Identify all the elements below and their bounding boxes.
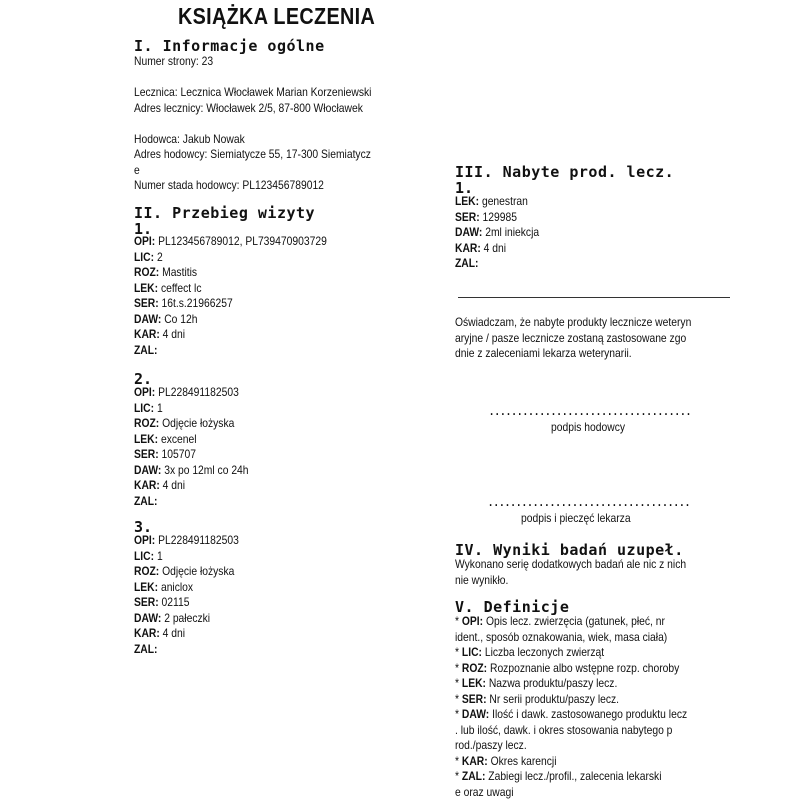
lek-value: genestran xyxy=(481,194,528,208)
daw-value: 2ml iniekcja xyxy=(485,225,540,239)
lek-label: LEK: xyxy=(134,579,159,594)
section-1-heading: I. Informacje ogólne xyxy=(134,37,325,55)
kar-value: 4 dni xyxy=(162,327,186,341)
lek-label: LEK: xyxy=(134,280,159,295)
definition-text: Okres karencji xyxy=(490,753,557,768)
page-number-label: Numer strony: xyxy=(134,54,199,68)
page-number-value: 23 xyxy=(201,54,214,68)
definition-text: Nr serii produktu/paszy lecz. xyxy=(489,691,620,706)
opi-label: OPI: xyxy=(134,234,156,248)
daw-label: DAW: xyxy=(134,462,162,477)
kar-label: KAR: xyxy=(455,240,481,255)
kar-label: KAR: xyxy=(134,327,160,341)
opi-label: OPI: xyxy=(134,533,156,547)
ser-label: SER: xyxy=(455,209,480,224)
lic-value: 1 xyxy=(156,400,163,415)
lek-label: LEK: xyxy=(455,194,480,208)
lek-value: aniclox xyxy=(160,579,194,594)
ser-label: SER: xyxy=(134,595,159,609)
definition-text: Ilość i dawk. zastosowanego produktu lecz xyxy=(492,707,688,721)
farmer-label: Hodowca: xyxy=(134,131,180,146)
kar-value: 4 dni xyxy=(162,626,186,640)
lic-value: 2 xyxy=(156,249,163,264)
definition-label: OPI: xyxy=(461,614,484,628)
kar-label: KAR: xyxy=(134,478,160,492)
declaration-text xyxy=(455,315,691,362)
lic-value: 1 xyxy=(156,548,163,563)
purchased-entry-1 xyxy=(455,194,539,272)
ser-value: 105707 xyxy=(161,447,196,461)
vet-signature-line: .................................... xyxy=(487,495,690,509)
ser-value: 16t.s.21966257 xyxy=(161,296,233,310)
roz-value: Mastitis xyxy=(162,265,198,279)
declaration-line: dnie z zaleceniami lekarza weterynarii. xyxy=(455,346,632,360)
definition-text: . lub ilość, dawk. i okres stosowania nabytego p xyxy=(455,722,673,737)
herd-number-value: PL123456789012 xyxy=(242,178,324,192)
roz-value: Odjęcie łożyska xyxy=(162,416,235,430)
separator-line xyxy=(458,297,730,298)
clinic-value: Lecznica Włocławek Marian Korzeniewski xyxy=(180,85,372,99)
ser-value: 129985 xyxy=(482,209,517,224)
lic-label: LIC: xyxy=(134,548,155,563)
daw-label: DAW: xyxy=(134,610,162,625)
zal-label: ZAL: xyxy=(134,641,158,656)
visit-entry-2 xyxy=(134,385,249,509)
definition-text: ident., sposób oznakowania, wiek, masa ciała) xyxy=(455,629,668,644)
general-info xyxy=(134,54,371,194)
roz-label: ROZ: xyxy=(134,564,160,578)
visit-entry-2-number: 2. xyxy=(134,370,153,388)
lek-value: ceffect lc xyxy=(160,280,202,295)
section-4-heading: IV. Wyniki badań uzupeł. xyxy=(455,541,684,559)
farmer-address-label: Adres hodowcy: xyxy=(134,147,208,161)
zal-label: ZAL: xyxy=(455,256,479,270)
visit-entry-3 xyxy=(134,533,239,657)
definition-text: rod./paszy lecz. xyxy=(455,738,527,752)
section-3-heading: III. Nabyte prod. lecz. xyxy=(455,163,675,181)
section-5-heading: V. Definicje xyxy=(455,598,570,616)
farmer-address-wrap: e xyxy=(134,162,140,177)
definition-label: ROZ: xyxy=(461,660,488,675)
definition-label: LEK: xyxy=(461,676,486,690)
additional-tests-line: nie wynikło. xyxy=(455,572,509,587)
roz-label: ROZ: xyxy=(134,265,160,279)
zal-label: ZAL: xyxy=(134,342,158,357)
additional-tests-line: Wykonano serię dodatkowych badań ale nic z nich xyxy=(455,557,687,571)
clinic-address-value: Włocławek 2/5, 87-800 Włocławek xyxy=(206,100,363,115)
ser-value: 02115 xyxy=(161,595,190,609)
additional-tests-text xyxy=(455,557,686,588)
visit-entry-1 xyxy=(134,234,327,358)
clinic-label: Lecznica: xyxy=(134,85,178,99)
declaration-line: Oświadczam, że nabyte produkty lecznicze weteryn xyxy=(455,315,692,329)
daw-value: Co 12h xyxy=(164,311,198,326)
definition-text: Rozpoznanie albo wstępne rozp. choroby xyxy=(489,660,680,675)
zal-label: ZAL: xyxy=(134,493,158,508)
roz-value: Odjęcie łożyska xyxy=(162,564,235,578)
purchased-entry-1-number: 1. xyxy=(455,179,474,197)
daw-value: 3x po 12ml co 24h xyxy=(164,462,249,477)
daw-value: 2 pałeczki xyxy=(164,610,211,625)
kar-value: 4 dni xyxy=(483,240,507,255)
opi-value: PL123456789012, PL739470903729 xyxy=(158,234,327,248)
visit-entry-1-number: 1. xyxy=(134,220,153,238)
kar-value: 4 dni xyxy=(162,478,186,492)
herd-number-label: Numer stada hodowcy: xyxy=(134,178,240,192)
definition-label: LIC: xyxy=(461,645,482,659)
declaration-line: aryjne / pasze lecznicze zostaną zastosowane zgo xyxy=(455,330,687,345)
definitions-list: * OPI: Opis lecz. zwierzęcia (gatunek, płeć, nr ident., sposób oznakowania, wiek, masa ciała) * LIC: Liczba leczonych zwierząt * ROZ: Rozpoznanie albo wstępne rozp. choroby * LEK: Nazwa produktu/paszy lecz. * SER: Nr serii produktu/paszy lecz. * DAW: Ilość i dawk. zastosowanego produktu lecz . lub ilość, dawk. i okres stosowania nabytego p rod./paszy lecz. * KAR: Okres karencji * ZAL: Zabiegi lecz./profil., zalecenia lekarski e oraz uwagi xyxy=(455,614,688,799)
visit-entry-3-number: 3. xyxy=(134,518,153,536)
definition-text: e oraz uwagi xyxy=(455,784,514,799)
definition-label: KAR: xyxy=(461,753,488,768)
daw-label: DAW: xyxy=(455,225,483,239)
vet-signature-label: podpis i pieczęć lekarza xyxy=(521,511,631,525)
farmer-value: Jakub Nowak xyxy=(182,131,245,146)
opi-label: OPI: xyxy=(134,385,156,399)
definition-label: DAW: xyxy=(461,707,490,721)
definition-text: Opis lecz. zwierzęcia (gatunek, płeć, nr xyxy=(485,614,665,628)
definition-text: Liczba leczonych zwierząt xyxy=(484,645,605,659)
section-2-heading: II. Przebieg wizyty xyxy=(134,204,316,222)
opi-value: PL228491182503 xyxy=(158,385,239,399)
lek-label: LEK: xyxy=(134,431,159,446)
definition-label: SER: xyxy=(461,691,487,706)
ser-label: SER: xyxy=(134,447,159,461)
farmer-signature-line: .................................... xyxy=(488,404,691,418)
lic-label: LIC: xyxy=(134,249,155,264)
farmer-signature-label: podpis hodowcy xyxy=(551,420,626,434)
farmer-address-value: Siemiatycze 55, 17-300 Siemiatycz xyxy=(210,147,371,161)
kar-label: KAR: xyxy=(134,626,160,640)
opi-value: PL228491182503 xyxy=(158,533,239,547)
lek-value: excenel xyxy=(160,431,197,446)
clinic-address-label: Adres lecznicy: xyxy=(134,100,204,115)
ser-label: SER: xyxy=(134,296,159,310)
definition-text: Zabiegi lecz./profil., zalecenia lekarski xyxy=(488,769,662,783)
definition-text: Nazwa produktu/paszy lecz. xyxy=(488,676,618,690)
roz-label: ROZ: xyxy=(134,416,160,430)
lic-label: LIC: xyxy=(134,400,155,415)
definition-label: ZAL: xyxy=(461,769,486,783)
daw-label: DAW: xyxy=(134,311,162,326)
document-title: KSIĄŻKA LECZENIA xyxy=(178,3,376,29)
